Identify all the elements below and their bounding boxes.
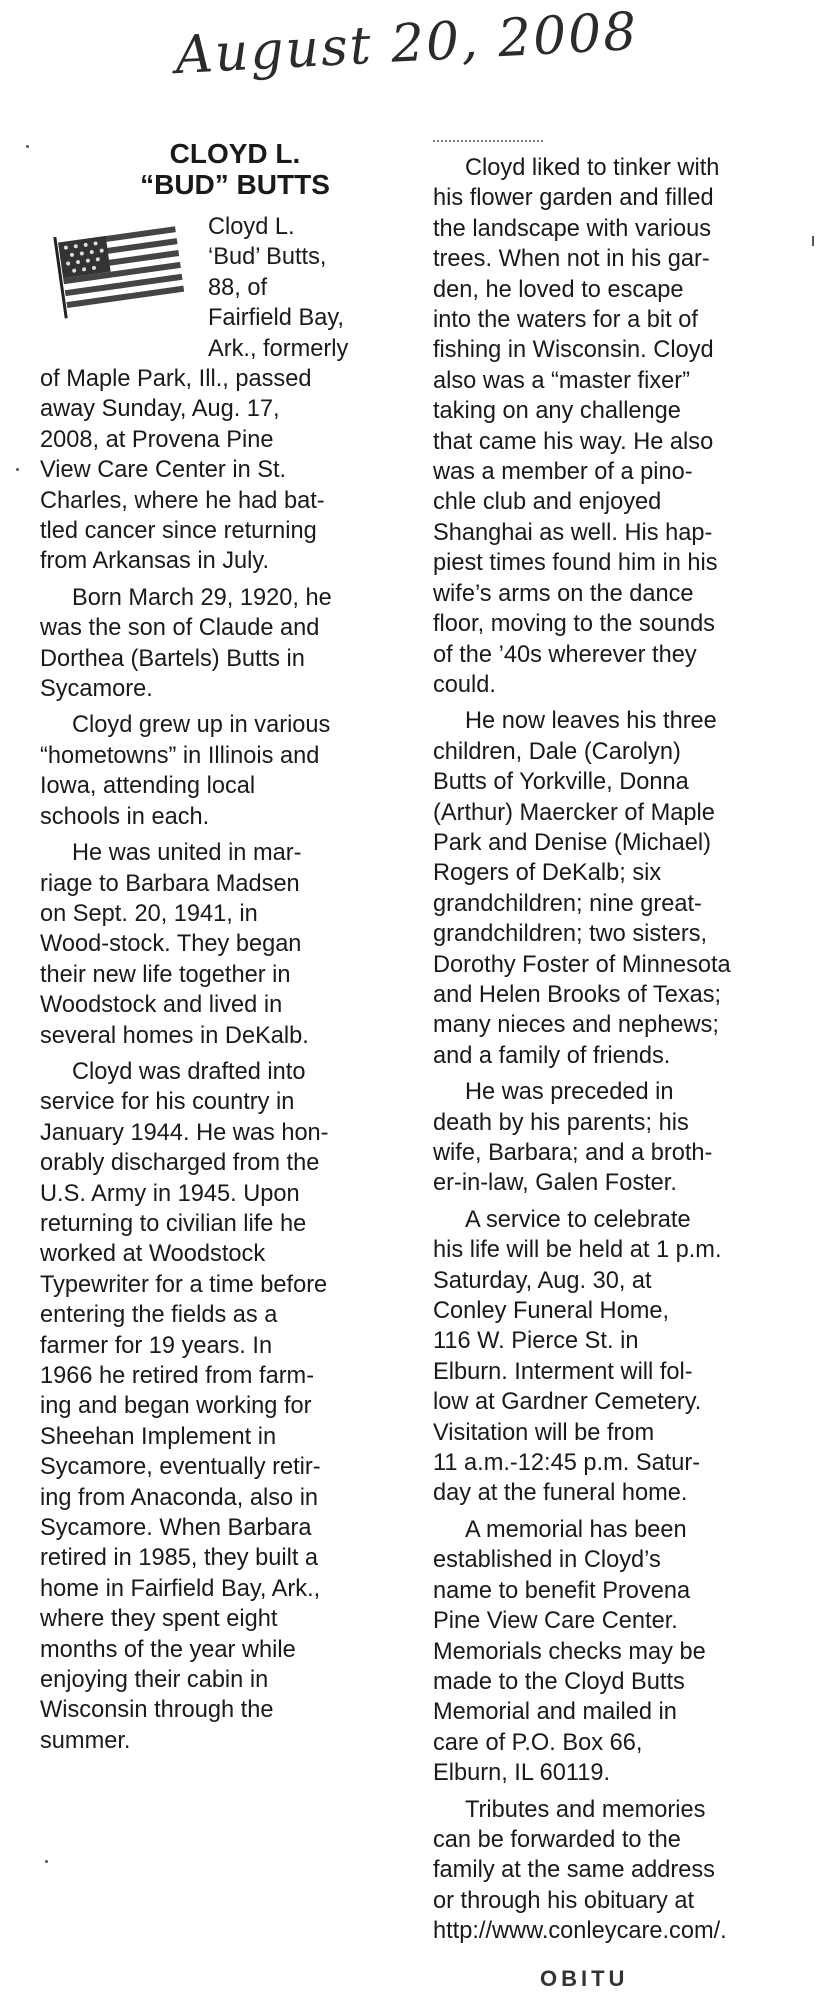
- obituary-paragraph: [40, 364, 410, 577]
- text-line: A memorial has been: [465, 1516, 687, 1543]
- text-line: Conley Funeral Home,: [433, 1298, 670, 1325]
- text-line: ‘Bud’ Butts,: [208, 244, 327, 271]
- text-line: (Arthur) Maercker of Maple: [433, 799, 715, 826]
- text-line: Charles, where he had bat-: [40, 487, 325, 514]
- obituary-paragraph: [433, 1515, 778, 1789]
- text-line: Shanghai as well. His hap-: [433, 519, 713, 546]
- text-line: was a member of a pino-: [433, 459, 693, 486]
- text-line: worked at Woodstock: [40, 1241, 266, 1268]
- text-line: piest times found him in his: [433, 550, 718, 577]
- text-line: Sheehan Implement in: [40, 1423, 277, 1450]
- text-line: Cloyd was drafted into: [72, 1058, 306, 1085]
- text-line: entering the fields as a: [40, 1302, 278, 1329]
- lead-lines: [208, 212, 408, 364]
- text-line: ing from Anaconda, also in: [40, 1484, 319, 1511]
- text-line: U.S. Army in 1945. Upon: [40, 1180, 300, 1207]
- obituary-paragraph: [40, 1057, 410, 1756]
- obituary-paragraph: [433, 153, 778, 700]
- text-line: Elburn. Interment will fol-: [433, 1358, 693, 1385]
- text-line: Visitation will be from: [433, 1419, 655, 1446]
- scan-speck: [16, 468, 19, 471]
- scan-speck: [45, 1860, 48, 1863]
- text-line: Park and Denise (Michael): [433, 829, 711, 856]
- text-line: could.: [433, 671, 496, 698]
- text-line: wife, Barbara; and a broth-: [433, 1140, 713, 1166]
- text-line: He was preceded in: [465, 1079, 674, 1106]
- text-line: “hometowns” in Illinois and: [40, 742, 320, 769]
- text-line: and a family of friends.: [433, 1042, 671, 1069]
- text-line: day at the funeral home.: [433, 1480, 688, 1507]
- text-line: Rogers of DeKalb; six: [433, 860, 662, 887]
- text-line: made to the Cloyd Butts: [433, 1668, 685, 1695]
- text-line: on Sept. 20, 1941, in: [40, 900, 258, 927]
- text-line: Cloyd L.: [208, 214, 295, 240]
- text-line: Wisconsin through the: [40, 1697, 274, 1724]
- obituary-headline: [85, 138, 385, 200]
- text-line: Dorthea (Bartels) Butts in: [40, 645, 305, 672]
- text-line: Iowa, attending local: [40, 773, 256, 800]
- obituary-right-column: [433, 153, 778, 1953]
- obituary-paragraph: [433, 1795, 778, 1947]
- text-line: months of the year while: [40, 1636, 296, 1663]
- text-line: was the son of Claude and: [40, 615, 320, 642]
- text-line: Saturday, Aug. 30, at: [433, 1267, 652, 1294]
- text-line: Born March 29, 1920, he: [72, 584, 332, 611]
- text-line: family at the same address: [433, 1857, 715, 1884]
- text-line: Woodstock and lived in: [40, 992, 283, 1019]
- text-line: Cloyd liked to tinker with: [465, 155, 720, 181]
- text-line: wife’s arms on the dance: [433, 580, 694, 607]
- text-line: that came his way. He also: [433, 428, 714, 455]
- text-line: grandchildren; nine great-: [433, 890, 702, 917]
- text-line: Typewriter for a time before: [40, 1271, 328, 1298]
- text-line: also was a “master fixer”: [433, 367, 690, 394]
- text-line: He now leaves his three: [465, 708, 717, 735]
- text-line: enjoying their cabin in: [40, 1667, 269, 1694]
- text-line: January 1944. He was hon-: [40, 1119, 329, 1146]
- text-line: Dorothy Foster of Minnesota: [433, 951, 731, 978]
- text-line: and Helen Brooks of Texas;: [433, 981, 722, 1008]
- text-line: orably discharged from the: [40, 1150, 320, 1177]
- text-line: 116 W. Pierce St. in: [433, 1328, 639, 1355]
- text-line: Elburn, IL 60119.: [433, 1760, 611, 1787]
- obituary-paragraph: [40, 838, 410, 1051]
- text-line: ing and began working for: [40, 1393, 312, 1420]
- text-line: the landscape with various: [433, 215, 712, 242]
- text-line: into the waters for a bit of: [433, 307, 698, 334]
- text-line: He was united in mar-: [72, 840, 302, 867]
- text-line: Memorial and mailed in: [433, 1699, 677, 1726]
- left-paragraphs: [40, 364, 410, 1756]
- text-line: of the ’40s wherever they: [433, 641, 697, 668]
- flag-field: [58, 236, 111, 278]
- lead-block: [40, 212, 410, 364]
- text-line: away Sunday, Aug. 17,: [40, 396, 280, 423]
- text-line: service for his country in: [40, 1089, 295, 1116]
- cutoff-previous-text: [433, 140, 543, 150]
- text-line: name to benefit Provena: [433, 1577, 691, 1604]
- text-line: riage to Barbara Madsen: [40, 870, 300, 897]
- text-line: established in Cloyd’s: [433, 1547, 661, 1574]
- text-line: children, Dale (Carolyn): [433, 738, 681, 765]
- headline-line: “BUD” BUTTS: [140, 169, 330, 200]
- text-line: 1966 he retired from farm-: [40, 1363, 315, 1389]
- text-line: er-in-law, Galen Foster.: [433, 1170, 677, 1197]
- text-line: care of P.O. Box 66,: [433, 1729, 643, 1756]
- text-line: where they spent eight: [40, 1606, 278, 1633]
- text-line: floor, moving to the sounds: [433, 611, 715, 638]
- text-line: Cloyd grew up in various: [72, 712, 331, 739]
- text-line: of Maple Park, Ill., passed: [40, 366, 312, 392]
- obituary-left-column: [40, 138, 410, 1762]
- text-line: Tributes and memories: [465, 1796, 706, 1823]
- text-line: taking on any challenge: [433, 398, 681, 425]
- text-line: Sycamore, eventually retir-: [40, 1454, 321, 1481]
- text-line: Sycamore.: [40, 676, 153, 703]
- text-line: 11 a.m.-12:45 p.m. Satur-: [433, 1450, 701, 1477]
- right-paragraphs: [433, 153, 778, 1947]
- text-line: Memorials checks may be: [433, 1638, 706, 1665]
- text-line: fishing in Wisconsin. Cloyd: [433, 337, 714, 364]
- text-line: grandchildren; two sisters,: [433, 921, 708, 948]
- text-line: 2008, at Provena Pine: [40, 426, 274, 453]
- text-line: trees. When not in his gar-: [433, 246, 710, 273]
- text-line: returning to civilian life he: [40, 1210, 307, 1237]
- text-line: their new life together in: [40, 961, 291, 988]
- text-line: home in Fairfield Bay, Ark.,: [40, 1575, 321, 1602]
- scan-speck: [26, 145, 29, 148]
- obituary-paragraph: [433, 1205, 778, 1509]
- text-line: A service to celebrate: [465, 1206, 691, 1233]
- text-line: den, he loved to escape: [433, 276, 684, 303]
- text-line: schools in each.: [40, 803, 210, 830]
- text-line: tled cancer since returning: [40, 518, 317, 545]
- text-line: Sycamore. When Barbara: [40, 1515, 312, 1542]
- text-line: farmer for 19 years. In: [40, 1332, 273, 1359]
- text-line: from Arkansas in July.: [40, 548, 270, 575]
- obituary-paragraph: [40, 583, 410, 705]
- text-line: chle club and enjoyed: [433, 489, 662, 516]
- text-line: many nieces and nephews;: [433, 1012, 719, 1039]
- text-line: low at Gardner Cemetery.: [433, 1389, 702, 1416]
- obituary-paragraph: [40, 710, 410, 832]
- text-line: retired in 1985, they built a: [40, 1545, 319, 1572]
- cutoff-next-heading: OBITU: [540, 1966, 629, 1991]
- headline-line: CLOYD L.: [169, 138, 301, 169]
- text-line: Wood-stock. They began: [40, 931, 302, 958]
- text-line: 88, of: [208, 274, 268, 301]
- text-line: or through his obituary at: [433, 1887, 694, 1914]
- text-line: can be forwarded to the: [433, 1826, 681, 1853]
- text-line: Butts of Yorkville, Donna: [433, 769, 689, 796]
- american-flag-icon: [52, 216, 192, 316]
- text-line: Fairfield Bay,: [208, 305, 344, 332]
- obituary-paragraph: [433, 1077, 778, 1199]
- text-line: summer.: [40, 1727, 131, 1754]
- obituary-paragraph: [433, 706, 778, 1071]
- text-line: Ark., formerly: [208, 335, 349, 362]
- handwritten-date: August 20, 2008: [173, 1, 640, 87]
- scan-speck: [812, 236, 814, 246]
- text-line: death by his parents; his: [433, 1109, 689, 1136]
- text-line: several homes in DeKalb.: [40, 1022, 309, 1049]
- text-line: http://www.conleycare.com/.: [433, 1918, 727, 1945]
- text-line: View Care Center in St.: [40, 457, 287, 484]
- text-line: his life will be held at 1 p.m.: [433, 1237, 722, 1264]
- text-line: his flower garden and filled: [433, 185, 714, 212]
- text-line: Pine View Care Center.: [433, 1608, 678, 1635]
